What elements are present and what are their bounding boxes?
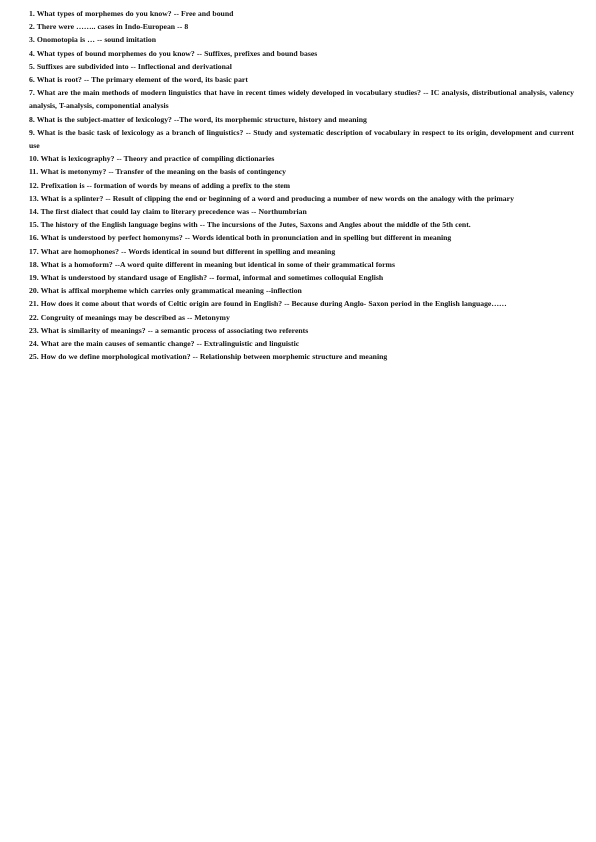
list-item: 14. The first dialect that could lay claim to literary precedence was -- Northumbrian (29, 207, 307, 217)
list-item: 7. What are the main methods of modern linguistics that have in recent times widely developed in vocabulary studies? -- IC analysis, distributional analysis, valency analysis, T-analysis, componential analysis (29, 88, 574, 111)
list-item: 20. What is affixal morpheme which carries only grammatical meaning --inflection (29, 286, 302, 296)
list-item: 4. What types of bound morphemes do you know? -- Suffixes, prefixes and bound bases (29, 48, 318, 58)
list-item: 22. Congruity of meanings may be described as -- Metonymy (29, 312, 230, 322)
list-item: 5. Suffixes are subdivided into -- Inflectional and derivational (29, 61, 232, 71)
list-item: 6. What is root? -- The primary element of the word, its basic part (29, 75, 248, 85)
list-item: 9. What is the basic task of lexicology as a branch of linguistics? -- Study and systematic description of vocabulary in respect to its origin, development and current use (29, 127, 574, 151)
list-item: 16. What is understood by perfect homonyms? -- Words identical both in pronunciation and in spelling but different in meaning (29, 233, 452, 243)
list-item: 21. How does it come about that words of Celtic origin are found in English? -- Because during Anglo- Saxon period in the English language…… (29, 299, 507, 309)
list-item: 8. What is the subject-matter of lexicology? --The word, its morphemic structure, history and meaning (29, 114, 367, 124)
list-item: 1. What types of morphemes do you know? -- Free and bound (29, 9, 234, 18)
list-item: 23. What is similarity of meanings? -- a semantic process of associating two referents (29, 325, 309, 335)
list-item: 11. What is metonymy? -- Transfer of the meaning on the basis of contingency (29, 167, 286, 177)
list-item: 25. How do we define morphological motivation? -- Relationship between morphemic structure and meaning (29, 352, 388, 362)
list-item: 13. What is a splinter? -- Result of clipping the end or beginning of a word and producing a number of new words on the analogy with the primary (29, 193, 514, 203)
list-item: 24. What are the main causes of semantic change? -- Extralinguistic and linguistic (29, 339, 300, 349)
list-item: 10. What is lexicography? -- Theory and practice of compiling dictionaries (29, 154, 275, 164)
list-item: 17. What are homophones? -- Words identical in sound but different in spelling and meaning (29, 246, 336, 256)
list-item: 15. The history of the English language begins with -- The incursions of the Jutes, Saxons and Angles about the middle of the 5th cent. (29, 220, 471, 230)
list-item: 18. What is a homoform? --A word quite different in meaning but identical in some of their grammatical forms (29, 259, 395, 269)
list-item: 19. What is understood by standard usage of English? -- formal, informal and sometimes colloquial English (29, 273, 384, 283)
list-item: 2. There were …….. cases in Indo-European -- 8 (29, 22, 189, 32)
list-item: 12. Prefixation is -- formation of words by means of adding a prefix to the stem (29, 180, 291, 190)
list-item: 3. Onomotopia is … -- sound imitation (29, 35, 156, 45)
question-answer-list (29, 7, 574, 363)
